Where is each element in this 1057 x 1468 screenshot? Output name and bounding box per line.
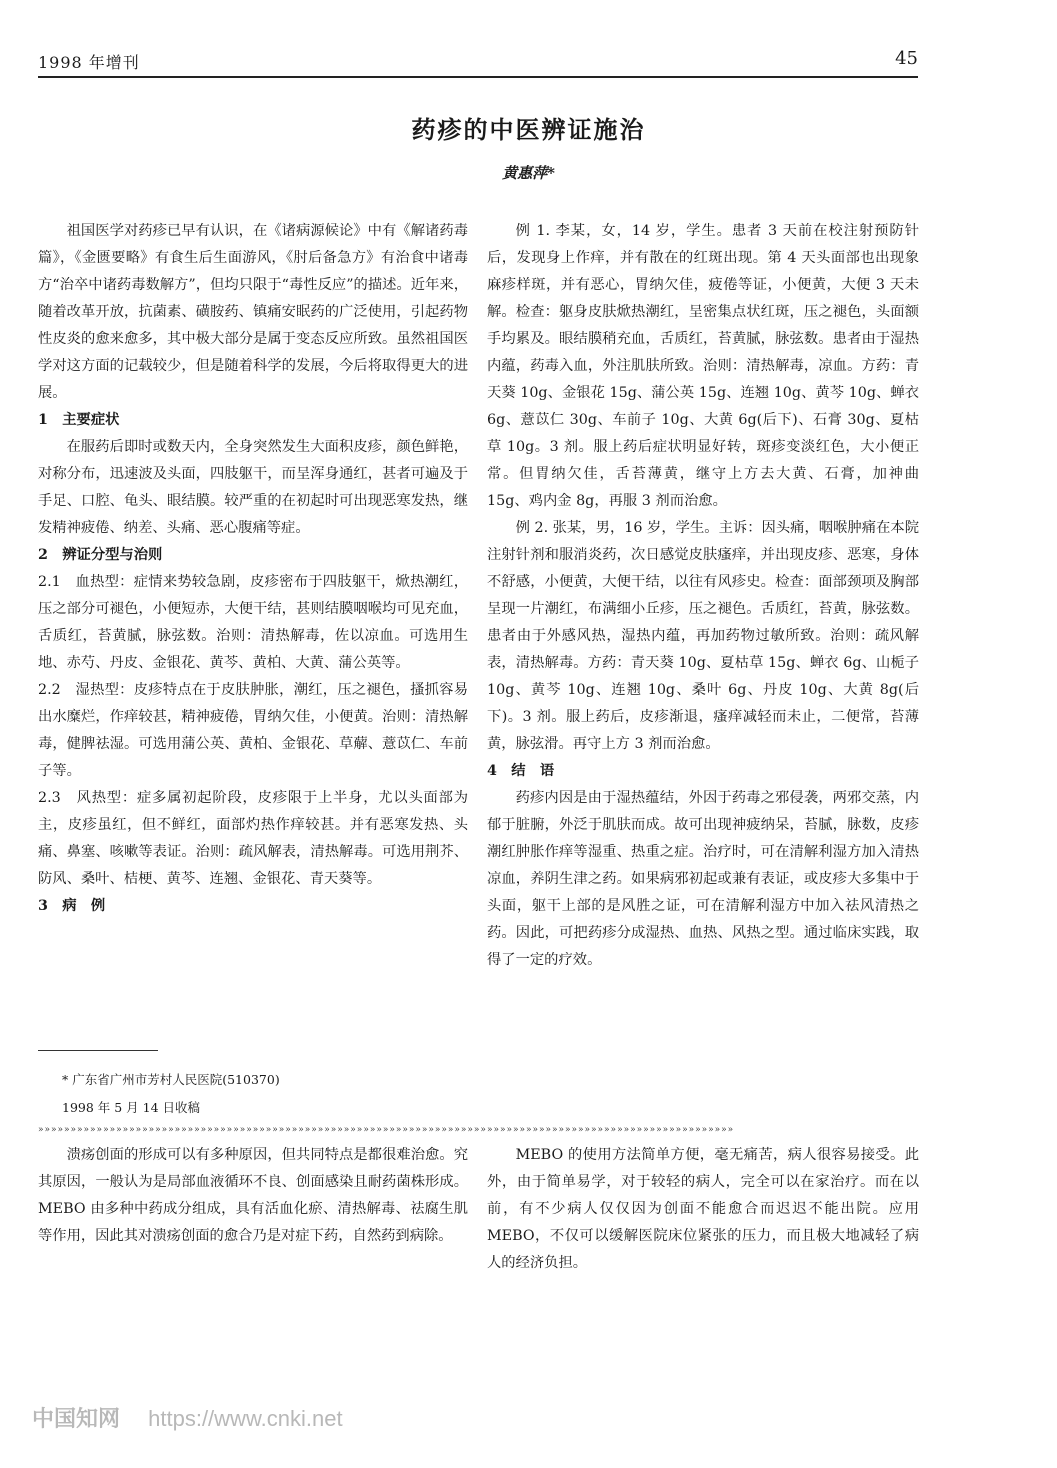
bottom-right-column	[487, 1142, 919, 1277]
article-author: 黄惠萍*	[502, 164, 555, 182]
bottom-left-column	[38, 1142, 468, 1250]
section-heading: 4 结 语	[487, 763, 555, 779]
section-heading: 3 病 例	[38, 898, 106, 914]
section-heading: 1 主要症状	[38, 412, 120, 428]
footnote-received-date: 1998 年 5 月 14 日收稿	[62, 1100, 201, 1115]
left-column	[38, 218, 468, 920]
right-column	[487, 218, 919, 974]
journal-issue: 1998 年增刊	[38, 53, 140, 72]
subsection-paragraph: 2.2 湿热型：皮疹特点在于皮肤肿胀，潮红，压之褪色，搔抓容易出水糜烂，作痒较甚，精神疲倦，胃纳欠佳，小便黄。治则：清热解毒，健脾祛湿。可选用蒲公英、黄柏、金银花、草薢、薏苡仁、车前子等。	[38, 682, 468, 779]
subsection-paragraph: 2.1 血热型：症情来势较急剧，皮疹密布于四肢躯干，焮热潮红，压之部分可褪色，小便短赤，大便干结，甚则结膜咽喉均可见充血，舌质红，苔黄腻，脉弦数。治则：清热解毒，佐以凉血。可选用生地、赤芍、丹皮、金银花、黄芩、黄柏、大黄、蒲公英等。	[38, 574, 468, 671]
footnote-rule	[38, 1050, 158, 1051]
footnote-affiliation: * 广东省广州市芳村人民医院(510370)	[62, 1072, 280, 1087]
body-paragraph: 药疹内因是由于湿热蕴结，外因于药毒之邪侵袭，两邪交蒸，内郁于脏腑，外泛于肌肤而成。故可出现神疲纳呆，苔腻，脉数，皮疹潮红肿胀作痒等湿重、热重之症。治疗时，可在清解利湿方加入清热凉血，养阴生津之药。如果病邪初起或兼有表证，或皮疹大多集中于头面，躯干上部的是风胜之证，可在清解利湿方中加入祛风清热之药。因此，可把药疹分成湿热、血热、风热之型。通过临床实践，取得了一定的疗效。	[487, 790, 919, 968]
bottom-left-paragraph: 溃疡创面的形成可以有多种原因，但共同特点是都很难治愈。究其原因，一般认为是局部血液循环不良、创面感染且耐药菌株形成。MEBO 由多种中药成分组成，具有活血化瘀、清热解毒、祛腐生肌等作用，因此其对溃疡创面的愈合乃是对症下药，自然药到病除。	[38, 1147, 468, 1244]
body-paragraph: 例 2. 张某，男，16 岁，学生。主诉：因头痛，咽喉肿痛在本院注射针剂和服消炎药，次日感觉皮肤瘙痒，并出现皮疹、恶寒，身体不舒感，小便黄，大便干结，以往有风疹史。检查：面部颈项及胸部呈现一片潮红，布满细小丘疹，压之褪色。舌质红，苔黄，脉弦数。患者由于外感风热，湿热内蕴，再加药物过敏所致。治则：疏风解表，清热解毒。方药：青天葵 10g、夏枯草 15g、蝉衣 6g、山栀子 10g、黄芩 10g、连翘 10g、桑叶 6g、丹皮 10g、大黄 8g(后下)。3 剂。服上药后，皮疹渐退，瘙痒减轻而未止，二便常，苔薄黄，脉弦滑。再守上方 3 剂而治愈。	[487, 520, 919, 752]
body-paragraph: 祖国医学对药疹已早有认识，在《诸病源候论》中有《解诸药毒篇》，《金匮要略》有食生后生面游风，《肘后备急方》有治食中诸毒方“治卒中诸药毒数解方”，但均只限于“毒性反应”的描述。近年来，随着改革开放，抗菌素、磺胺药、镇痛安眠药的广泛使用，引起药物性皮炎的愈来愈多，其中极大部分是属于变态反应所致。虽然祖国医学对这方面的记载较少，但是随着科学的发展，今后将取得更大的进展。	[38, 223, 468, 401]
article-separator: »»»»»»»»»»»»»»»»»»»»»»»»»»»»»»»»»»»»»»»»»»»»»»»»»»»»»»»»»»»»»»»»»»»»»»»»»»»»»»»»»»»»»»»»»»»»»»»»»»»»»»»»»»»	[38, 1125, 735, 1135]
page-header	[38, 48, 918, 78]
body-paragraph: 在服药后即时或数天内，全身突然发生大面积皮疹，颜色鲜艳，对称分布，迅速波及头面，四肢躯干，而呈浑身通红，甚者可遍及于手足、口腔、龟头、眼结膜。较严重的在初起时可出现恶寒发热，继发精神疲倦、纳差、头痛、恶心腹痛等症。	[38, 439, 468, 536]
cnki-watermark	[32, 1402, 343, 1433]
subsection-paragraph: 2.3 风热型：症多属初起阶段，皮疹限于上半身，尤以头面部为主，皮疹虽红，但不鲜红，面部灼热作痒较甚。并有恶寒发热、头痛、鼻塞、咳嗽等表证。治则：疏风解表，清热解毒。可选用荆芥、防风、桑叶、桔梗、黄芩、连翘、金银花、青天葵等。	[38, 790, 468, 887]
section-heading: 2 辨证分型与治则	[38, 547, 163, 563]
article-title: 药疹的中医辨证施治	[411, 115, 646, 144]
body-paragraph: 例 1. 李某，女，14 岁，学生。患者 3 天前在校注射预防针后，发现身上作痒，并有散在的红斑出现。第 4 天头面部也出现象麻疹样斑，并有恶心，胃纳欠佳，疲倦等证，小便黄，大便 3 天未解。检查：躯身皮肤焮热潮红，呈密集点状红斑，压之褪色，头面额手均累及。眼结膜稍充血，舌质红，苔黄腻，脉弦数。患者由于湿热内蕴，药毒入血，外注肌肤所致。治则：清热解毒，凉血。方药：青天葵 10g、金银花 15g、蒲公英 15g、连翘 10g、黄芩 10g、蝉衣 6g、薏苡仁 30g、车前子 10g、大黄 6g(后下)、石膏 30g、夏枯草 10g。3 剂。服上药后症状明显好转，斑疹变淡红色，大小便正常。但胃纳欠佳，舌苔薄黄，继守上方去大黄、石膏，加神曲 15g、鸡内金 8g，再服 3 剂而治愈。	[487, 223, 919, 509]
bottom-right-paragraph: MEBO 的使用方法简单方便，毫无痛苦，病人很容易接受。此外，由于简单易学，对于较轻的病人，完全可以在家治疗。而在以前，有不少病人仅仅因为创面不能愈合而迟迟不能出院。应用 MEBO，不仅可以缓解医院床位紧张的压力，而且极大地减轻了病人的经济负担。	[487, 1147, 919, 1271]
watermark-url: https://www.cnki.net	[148, 1406, 343, 1431]
page-number: 45	[895, 48, 918, 69]
watermark-brand: 中国知网	[32, 1406, 121, 1431]
